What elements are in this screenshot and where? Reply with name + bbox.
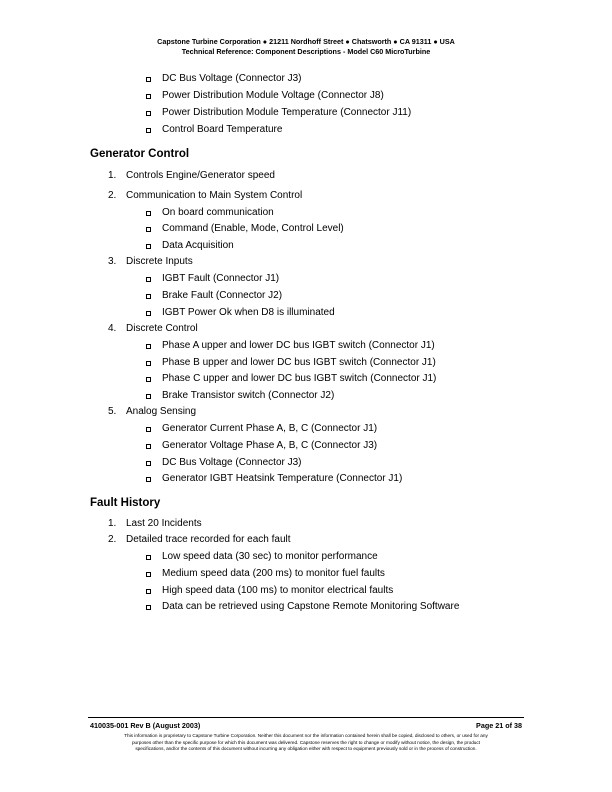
list-item-text: Phase A upper and lower DC bus IGBT switch (Connector J1) — [162, 340, 435, 351]
checkbox-bullet-icon — [146, 128, 151, 133]
checkbox-bullet-icon — [146, 294, 151, 299]
list-item — [146, 107, 411, 119]
footer-notice-line: specifications, and/or the contents of this document without incurring any obligation either with respect to equipment previously sold or in the process of construction. — [135, 746, 477, 752]
item-label: Communication to Main System Control — [126, 190, 303, 201]
section-heading-generator-control: Generator Control — [90, 148, 190, 160]
checkbox-bullet-icon — [146, 427, 151, 432]
numbered-item — [108, 323, 198, 335]
list-item — [146, 601, 459, 613]
footer-page-number: Page 21 of 38 — [476, 721, 522, 730]
list-item — [146, 307, 335, 319]
list-item — [146, 273, 279, 285]
list-item-text: Command (Enable, Mode, Control Level) — [162, 223, 344, 234]
item-label: Detailed trace recorded for each fault — [126, 534, 291, 545]
list-item-text: IGBT Power Ok when D8 is illuminated — [162, 307, 335, 318]
list-item-text: Control Board Temperature — [162, 124, 283, 135]
checkbox-bullet-icon — [146, 461, 151, 466]
list-item-text: Generator Current Phase A, B, C (Connector J1) — [162, 423, 378, 434]
list-item — [146, 124, 282, 136]
list-item-text: DC Bus Voltage (Connector J3) — [162, 73, 302, 84]
checkbox-bullet-icon — [146, 344, 151, 349]
section-heading-fault-history: Fault History — [90, 497, 161, 509]
list-item-text: Low speed data (30 sec) to monitor performance — [162, 551, 378, 562]
list-item — [146, 440, 377, 452]
list-item — [146, 473, 402, 485]
checkbox-bullet-icon — [146, 94, 151, 99]
list-item-text: Phase B upper and lower DC bus IGBT switch (Connector J1) — [162, 357, 436, 368]
list-item-text: Power Distribution Module Voltage (Connector J8) — [162, 90, 384, 101]
checkbox-bullet-icon — [146, 111, 151, 116]
checkbox-bullet-icon — [146, 444, 151, 449]
page-header — [0, 37, 612, 57]
checkbox-bullet-icon — [146, 244, 151, 249]
footer-divider — [88, 717, 524, 718]
item-number: 3. — [108, 256, 117, 267]
numbered-item — [108, 534, 291, 546]
item-number: 1. — [108, 170, 117, 181]
list-item — [146, 357, 436, 369]
list-item-text: DC Bus Voltage (Connector J3) — [162, 457, 302, 468]
item-label: Controls Engine/Generator speed — [126, 170, 275, 181]
checkbox-bullet-icon — [146, 589, 151, 594]
list-item-text: IGBT Fault (Connector J1) — [162, 273, 280, 284]
list-item — [146, 423, 377, 435]
list-item-text: Data Acquisition — [162, 240, 234, 251]
checkbox-bullet-icon — [146, 211, 151, 216]
list-item-text: Generator IGBT Heatsink Temperature (Connector J1) — [162, 473, 403, 484]
list-item-text: High speed data (100 ms) to monitor electrical faults — [162, 585, 394, 596]
item-number: 4. — [108, 323, 117, 334]
list-item-text: Phase C upper and lower DC bus IGBT switch (Connector J1) — [162, 373, 437, 384]
checkbox-bullet-icon — [146, 477, 151, 482]
item-label: Last 20 Incidents — [126, 518, 202, 529]
numbered-item — [108, 406, 197, 418]
item-label: Analog Sensing — [126, 406, 197, 417]
footer-doc-id: 410035-001 Rev B (August 2003) — [90, 721, 201, 730]
item-label: Discrete Control — [126, 323, 198, 334]
list-item — [146, 207, 274, 219]
list-item — [146, 240, 234, 252]
checkbox-bullet-icon — [146, 377, 151, 382]
list-item — [146, 585, 393, 597]
list-item-text: Brake Transistor switch (Connector J2) — [162, 390, 335, 401]
checkbox-bullet-icon — [146, 394, 151, 399]
checkbox-bullet-icon — [146, 572, 151, 577]
list-item — [146, 373, 436, 385]
item-number: 1. — [108, 518, 117, 529]
checkbox-bullet-icon — [146, 227, 151, 232]
item-number: 2. — [108, 190, 117, 201]
checkbox-bullet-icon — [146, 311, 151, 316]
list-item — [146, 457, 302, 469]
list-item-text: Data can be retrieved using Capstone Remote Monitoring Software — [162, 601, 460, 612]
checkbox-bullet-icon — [146, 605, 151, 610]
checkbox-bullet-icon — [146, 277, 151, 282]
checkbox-bullet-icon — [146, 361, 151, 366]
list-item-text: Generator Voltage Phase A, B, C (Connector J3) — [162, 440, 378, 451]
list-item — [146, 290, 282, 302]
footer-notice-line: purposes other than the specific purpose for which this document was delivered. Capstone reserves the right to change or modify without notice, the design, the product — [131, 739, 481, 745]
header-line-2: Technical Reference: Component Descriptions - Model C60 MicroTurbine — [181, 47, 431, 56]
list-item — [146, 90, 384, 102]
header-line-1: Capstone Turbine Corporation ● 21211 Nordhoff Street ● Chatsworth ● CA 91311 ● USA — [157, 37, 455, 46]
list-item — [146, 390, 334, 402]
footer-notice-line: This information is proprietary to Capstone Turbine Corporation. Neither this document nor the information contained herein shall be copied, disclosed to others, or used for any — [124, 733, 488, 738]
item-label: Discrete Inputs — [126, 256, 193, 267]
checkbox-bullet-icon — [146, 77, 151, 82]
item-number: 5. — [108, 406, 117, 417]
item-number: 2. — [108, 534, 117, 545]
list-item-text: Medium speed data (200 ms) to monitor fuel faults — [162, 568, 385, 579]
list-item — [146, 73, 302, 85]
list-item-text: On board communication — [162, 207, 274, 218]
list-item — [146, 568, 385, 580]
numbered-item — [108, 518, 202, 530]
checkbox-bullet-icon — [146, 555, 151, 560]
list-item — [146, 551, 378, 563]
list-item-text: Brake Fault (Connector J2) — [162, 290, 283, 301]
numbered-item — [108, 190, 303, 202]
numbered-item — [108, 170, 275, 182]
numbered-item — [108, 256, 193, 268]
list-item — [146, 340, 435, 352]
list-item-text: Power Distribution Module Temperature (Connector J11) — [162, 107, 412, 118]
footer-proprietary-notice — [86, 733, 526, 753]
list-item — [146, 223, 344, 235]
